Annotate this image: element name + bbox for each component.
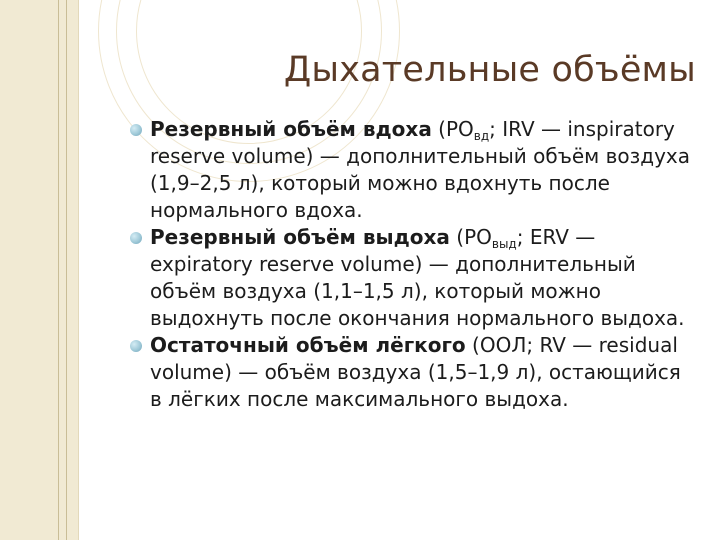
bullet-item: [130, 116, 698, 224]
bullet-list: [130, 116, 698, 413]
term: Резервный объём вдоха: [150, 117, 432, 141]
abbr-prefix: (РО: [449, 225, 492, 249]
side-band-line: [66, 0, 67, 540]
bullet-item: [130, 224, 698, 332]
bullet-dot-icon: [130, 124, 142, 136]
bullet-item: [130, 332, 698, 413]
abbr-subscript: вд: [473, 129, 490, 143]
side-decoration-band: [0, 0, 79, 540]
bullet-dot-icon: [130, 340, 142, 352]
slide-title: Дыхательные объёмы: [283, 50, 696, 90]
abbr-subscript: выд: [491, 237, 517, 251]
bullet-text: ; ERV — expiratory reserve volume) — дополнительный объём воздуха (1,1–1,5 л), который можно выдохнуть после окончания нормального выдоха.: [150, 225, 685, 330]
bullet-text: (ООЛ; RV — residual volume) — объём воздуха (1,5–1,9 л), остающийся в лёгких после максимального выдоха.: [150, 333, 681, 411]
term: Резервный объём выдоха: [150, 225, 450, 249]
side-band-line: [58, 0, 59, 540]
abbr-prefix: (РО: [431, 117, 474, 141]
bullet-dot-icon: [130, 232, 142, 244]
term: Остаточный объём лёгкого: [150, 333, 466, 357]
bullet-text: ; IRV — inspiratory reserve volume) — дополнительный объём воздуха (1,9–2,5 л), который можно вдохнуть после нормального вдоха.: [150, 117, 690, 222]
